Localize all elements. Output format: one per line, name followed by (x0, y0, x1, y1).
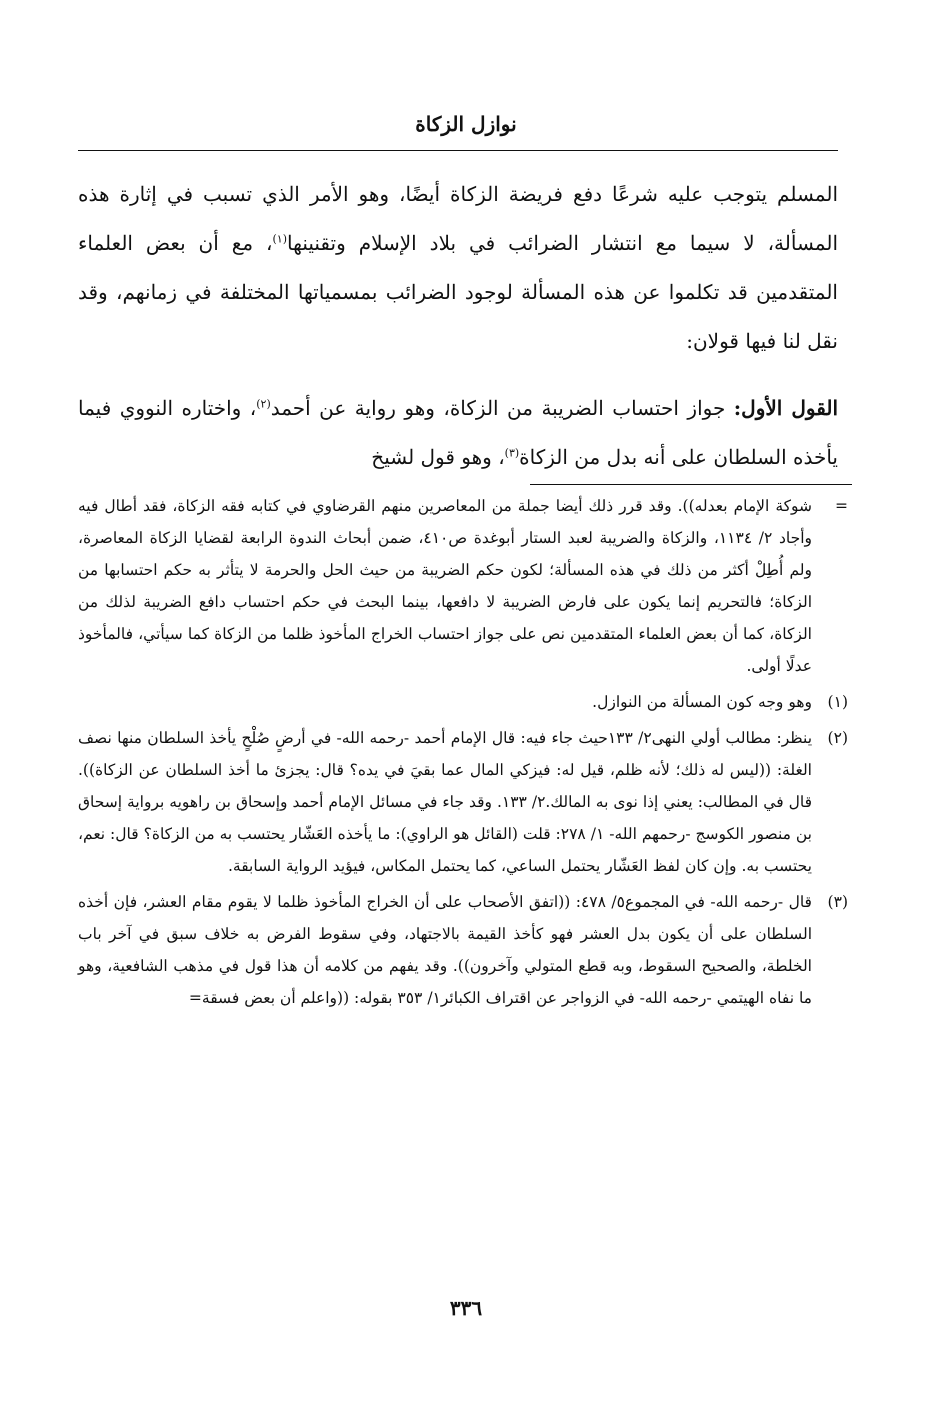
footnote-ref-3: (٣) (504, 446, 520, 460)
paragraph-2 (78, 384, 838, 482)
footnote-3-number: (٣) (827, 893, 848, 911)
footnote-1-text: وهو وجه كون المسألة من النوازل. (592, 693, 812, 711)
paragraph-2-text-c: ، وهو قول لشيخ (371, 445, 505, 469)
continuation-mark: = (835, 497, 848, 515)
footnote-ref-2: (٢) (256, 397, 271, 411)
footnotes (78, 490, 848, 1018)
footnote-2-number: (٢) (827, 729, 848, 747)
footnote-divider (530, 484, 852, 485)
main-text (78, 170, 838, 482)
footnote-continuation (78, 490, 848, 682)
paragraph-1 (78, 170, 838, 366)
footnote-1-number: (١) (827, 693, 848, 711)
footnote-3 (78, 886, 848, 1014)
paragraph-2-text-b: ، واختاره النووي فيما يأخذه السلطان على أنه بدل من الزكاة (78, 396, 838, 469)
paragraph-1-tail: ، مع أن بعض العلماء المتقدمين قد تكلموا عن هذه المسألة لوجود الضرائب بمسمياتها المختلفة في زمانهم، وقد نقل لنا فيها قولان: (78, 231, 838, 353)
first-opinion-heading: القول الأول: (733, 396, 839, 420)
footnote-ref-1: (١) (272, 232, 287, 246)
footnote-continuation-text: شوكة الإمام بعدله)). وقد قرر ذلك أيضا جملة من المعاصرين منهم القرضاوي في كتابه فقه الزكاة، فقد أطال فيه وأجاد ٢/ ١١٣٤، والزكاة والضريبة لعبد الستار أبوغدة ص٤١٠، ضمن أبحاث الندوة الرابعة لقضايا الزكاة المعاصرة، ولم أُطِلْ أكثر من ذلك في هذه المسألة؛ لكون حكم الضريبة من حيث الحل والحرمة لا يتأثر به حكم احتسابها من الزكاة؛ فالتحريم إنما يكون على فارض الضريبة لا دافعها، بينما البحث في حكم احتساب دافع الضريبة لذلك من الزكاة، كما أن بعض العلماء المتقدمين نص على جواز احتساب الخراج المأخوذ ظلما من الزكاة كما سيأتي، فالمأخوذ عدلًا أولى. (78, 497, 813, 675)
footnote-2-text: ينظر: مطالب أولي النهى٢/ ١٣٣حيث جاء فيه: قال الإمام أحمد -رحمه الله- في أرضٍ صُلْحٍ يأخذ السلطان منها نصف الغلة: ((ليس له ذلك؛ لأنه ظلم، قيل له: فيزكي المال عما بقيَ في يده؟ قال: يجزئ ما أخذ السلطان عن الزكاة)). قال في المطالب: يعني إذا نوى به المالك.٢/ ١٣٣. وقد جاء في مسائل الإمام أحمد وإسحاق بن راهويه برواية إسحاق بن منصور الكوسج -رحمهم الله- ١/ ٢٧٨: قلت (القائل هو الراوي): ما يأخذه العَشّار يحتسب به من الزكاة؟ قال: نعم، يحتسب به. وإن كان لفظ العَشّار يحتمل الساعي، كما يحتمل المكاس، فيؤيد الرواية السابقة. (78, 729, 813, 875)
footnote-1 (78, 686, 848, 718)
paragraph-1-text: المسلم يتوجب عليه شرعًا دفع فريضة الزكاة أيضًا، وهو الأمر الذي تسبب في إثارة هذه المسألة، لا سيما مع انتشار الضرائب في بلاد الإسلام وتقنينها (78, 182, 838, 255)
footnote-2 (78, 722, 848, 882)
running-header: نوازل الزكاة (415, 112, 517, 136)
paragraph-2-text-a: جواز احتساب الضريبة من الزكاة، وهو رواية عن أحمد (270, 396, 734, 420)
page-number: ٣٣٦ (449, 1296, 483, 1320)
header-divider (78, 150, 838, 151)
footnote-3-text: قال -رحمه الله- في المجموع٥/ ٤٧٨: ((اتفق الأصحاب على أن الخراج المأخوذ ظلما لا يقوم مقام العشر، فإن أخذه السلطان على أن يكون بدل العشر فهو كأخذ القيمة بالاجتهاد، وفي سقوط الفرض به خلاف سبق في آخر باب الخلطة، والصحيح السقوط، وبه قطع المتولي وآخرون)). وقد يفهم من كلامه أن هذا قول في مذهب الشافعية، وهو ما نفاه الهيتمي -رحمه الله- في الزواجر عن اقتراف الكبائر١/ ٣٥٣ بقوله: ((واعلم أن بعض فسقة= (78, 893, 812, 1007)
